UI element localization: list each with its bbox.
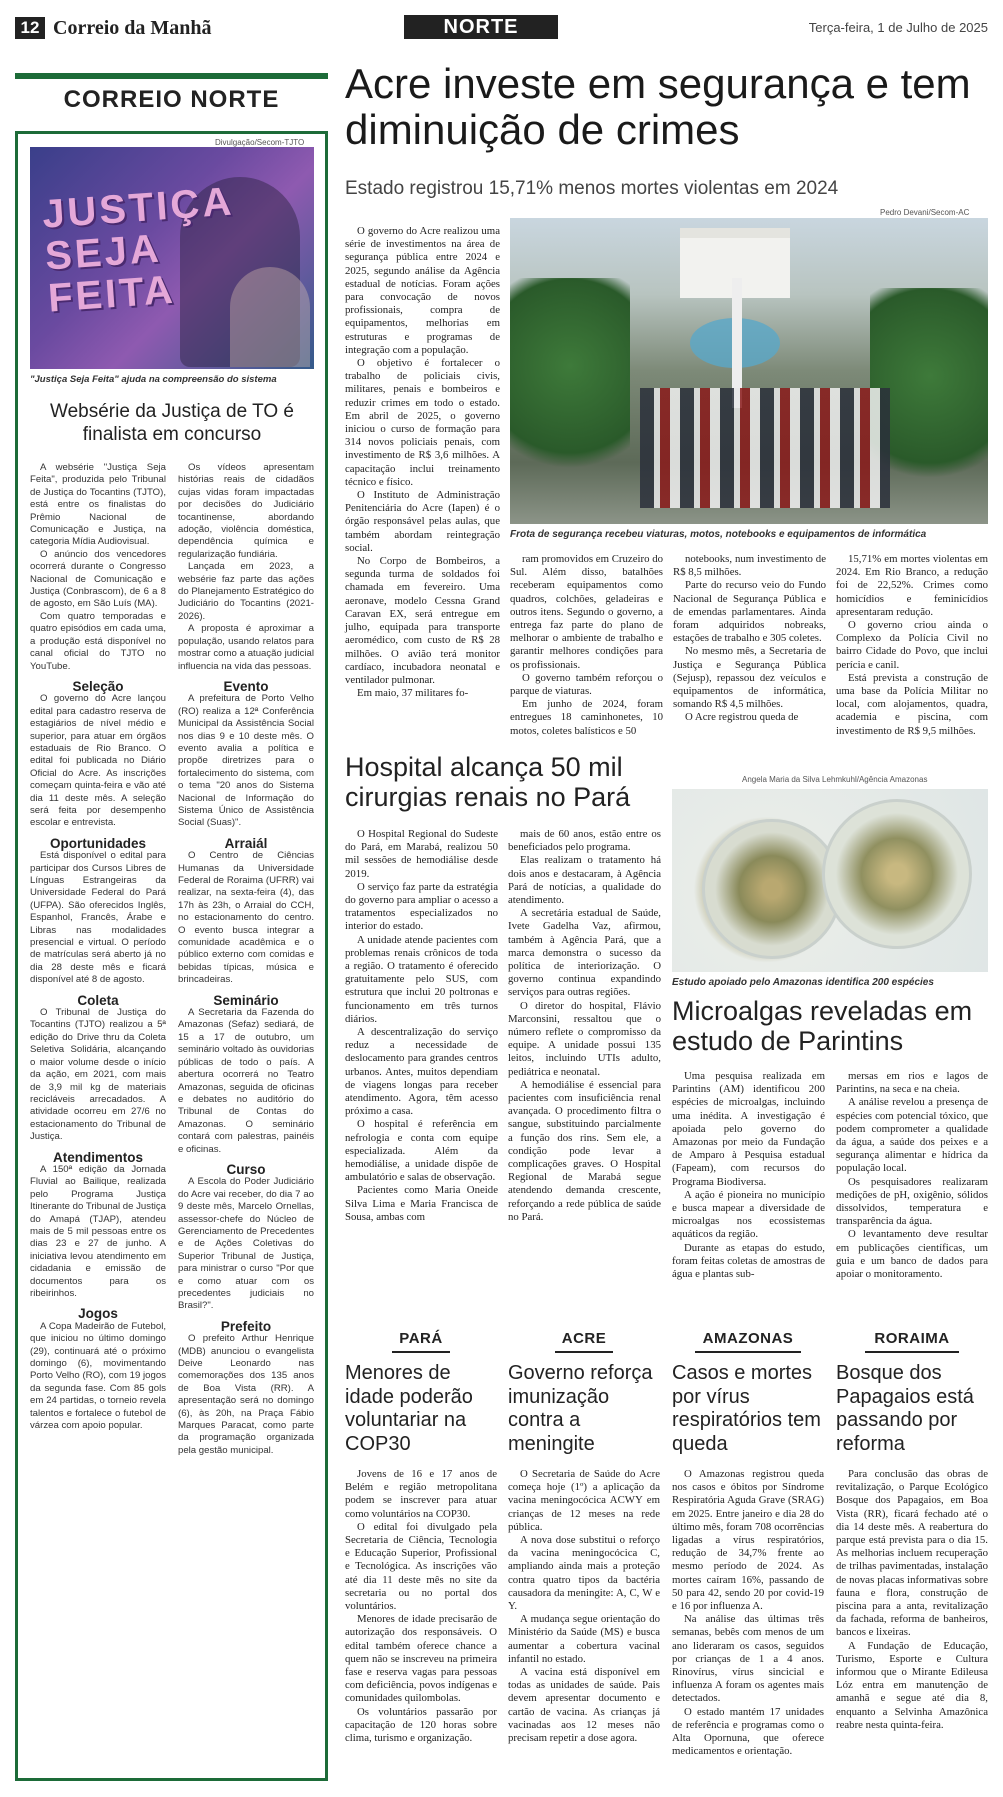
article-paragraph: Elas realizam o tratamento há dois anos e destacaram, à Agência Pará de notícias, a qualidade do atendimento.: [508, 854, 661, 907]
article-paragraph: O objetivo é fortalecer o trabalho de policiais civis, militares, penais e bombeiros e reduzir crimes em todo o estado. Em abril de 2025, o governo iniciou o curso de formação para 314 novos policiais penais, com investimento de R$ 3,6 milhões. A capacitação inclui treinamento técnico e físico.: [345, 357, 500, 488]
brief-region-tag: RORAIMA: [874, 1330, 950, 1347]
photo-cell: [822, 799, 972, 949]
brief-headline: Bosque dos Papagaios está passando por reforma: [836, 1362, 974, 1455]
article-paragraph: notebooks, num investimento de R$ 8,5 milhões.: [673, 553, 826, 579]
hospital-headline: Hospital alcança 50 mil cirurgias renais no Pará: [345, 752, 631, 812]
brief-tag-underline: [392, 1351, 450, 1353]
photo-palms: [510, 278, 630, 498]
sidebar-paragraph: Os vídeos apresentam histórias reais de cidadãos cujas vidas foram impactadas por decisões do Judiciário tocantinense, abordando adoção, violência doméstica, dependência química e regularização fundiária.: [178, 462, 314, 560]
sidebar-paragraph: A Secretaria da Fazenda do Amazonas (Sefaz) sediará, de 15 a 17 de outubro, um seminário voltado às ouvidorias públicas de todo o país. A abertura ocorrerá no Teatro Amazonas, seguida de oficinas e debates no auditório do Tribunal de Contas do Amazonas. O seminário contará com palestras, painéis e oficinas.: [178, 1007, 314, 1155]
sidebar-subhead: Coleta: [77, 992, 119, 1008]
main-subheadline: Estado registrou 15,71% menos mortes violentas em 2024: [345, 178, 839, 199]
page-number: 12: [15, 17, 45, 39]
article-paragraph: ram promovidos em Cruzeiro do Sul. Além disso, batalhões receberam equipamentos como quadros, colchões, geladeiras e outros itens. Segundo o governo, a entrega faz parte do plano de melhorar o ambiente de trabalho e garantir melhores condições para os profissionais.: [510, 553, 663, 671]
photo-vehicles: [640, 388, 890, 508]
sidebar-subhead: Prefeito: [220, 1318, 272, 1334]
section-label: NORTE: [404, 15, 558, 39]
article-paragraph: Está prevista a construção de uma base da Polícia Militar no local, com alojamentos, quadra, academia e piscina, com investimento de R$ 9,5 milhões.: [836, 671, 988, 737]
brief-body: [345, 1468, 497, 1745]
article-paragraph: A secretária estadual de Saúde, Ivete Gadelha Vaz, afirmou, também à Agência Pará, que a marca demonstra o sucesso da política de interiorização. O governo continua expandindo serviços para outras regiões.: [508, 907, 661, 999]
article-paragraph: A análise revelou a presença de espécies com potencial tóxico, que podem comprometer a qualidade da água, a saúde dos peixes e a segurança alimentar e hídrica da população local.: [836, 1096, 988, 1175]
sidebar-title: CORREIO NORTE: [63, 86, 280, 113]
sidebar-paragraph: A proposta é aproximar a população, usando relatos para mostrar como a atuação judicial influencia na vida das pessoas.: [178, 623, 314, 672]
sidebar-headline: Websérie da Justiça de TO é finalista em concurso: [50, 401, 294, 445]
article-paragraph: O Acre registrou queda de: [685, 711, 799, 724]
sidebar-paragraph: Lançada em 2023, a websérie faz parte das ações do Planejamento Estratégico do Judiciário do Tocantins (2021-2026).: [178, 561, 314, 622]
hospital-column-2: [508, 828, 661, 1224]
article-paragraph: Pacientes como Maria Oneide Silva Lima e Maria Francisca de Sousa, ambas com: [345, 1184, 498, 1223]
microalgae-photo: [672, 789, 988, 972]
article-paragraph: A ação é pioneira no município e busca mapear a diversidade de microalgas nos ecossistemas aquáticos da região.: [672, 1188, 825, 1241]
brief-region-tag: AMAZONAS: [702, 1330, 794, 1347]
article-paragraph: O hospital é referência em nefrologia e conta com equipe especializada. Além da hemodiálise, a unidade dispõe de ambulatório e salas de observação.: [345, 1118, 498, 1184]
brief-region-tag: ACRE: [561, 1330, 607, 1347]
main-headline: Acre investe em segurança e tem diminuição de crimes: [345, 60, 971, 153]
brief-tag-underline: [865, 1351, 959, 1353]
article-paragraph: A hemodiálise é essencial para pacientes com insuficiência renal avançada. O procedimento filtra o sangue, substituindo parcialmente a função dos rins. Sem ele, a condição pode levar a complicações graves. O Hospital Regional de Marabá segue atendendo demanda crescente, reforçando a rede pública de saúde no Pará.: [508, 1078, 661, 1223]
sidebar-subhead: Evento: [223, 678, 269, 694]
article-paragraph: No mesmo mês, a Secretaria de Justiça e Segurança Pública (Sejusp), repassou dez veículos e equipamentos de informática, somando R$ 4,5 milhões.: [673, 645, 826, 711]
article-paragraph: 15,71% em mortes violentas em 2024. Em Rio Branco, a redução foi de 22,52%. Crimes como homicídios e feminicídios apresentaram redução.: [836, 553, 988, 618]
brief-body: [508, 1468, 660, 1745]
algae-headline: Microalgas reveladas em estudo de Parintins: [672, 996, 973, 1056]
article-paragraph: A mudança segue orientação do Ministério da Saúde (MS) e busca aumentar a cobertura vacinal infantil no estado.: [508, 1613, 660, 1665]
article-paragraph: Em junho de 2024, foram entregues 18 caminhonetes, 10 motos, coletes balísticos e 50: [510, 698, 663, 737]
sidebar-paragraph: Está disponível o edital para participar dos Cursos Libres de Línguas Estrangeiras da Universidade Federal do Pará (UFPA). São oferecidos Inglês, Espanhol, Francês, Árabe e Libras nas modalidades presencial e virtual. O período de matrículas será aberto já no dia 28 deste mês e ficará disponível até 8 de agosto.: [30, 850, 166, 986]
article-paragraph: O serviço faz parte da estratégia do governo para ampliar o acesso a tratamentos especializados no interior do estado.: [345, 880, 498, 933]
brief-headline: Casos e mortes por vírus respiratórios tem queda: [672, 1362, 821, 1455]
article-paragraph: O edital foi divulgado pela Secretaria de Ciência, Tecnologia e Educação Superior, Profissional e Tecnológica. As inscrições vão até dia 11 deste mês no site da secretaria ou no portal dos voluntários.: [345, 1520, 497, 1613]
article-paragraph: mais de 60 anos, estão entre os beneficiados pelo programa.: [508, 828, 661, 854]
main-photo-credit: Pedro Devani/Secom-AC: [880, 208, 970, 217]
article-paragraph: O governo também reforçou o parque de viaturas.: [510, 671, 663, 698]
sidebar-column-1: [30, 462, 166, 1432]
websérie-photo: [30, 147, 314, 369]
sidebar-photo-caption: "Justiça Seja Feita" ajuda na compreensão do sistema: [30, 374, 277, 385]
sidebar-paragraph: O anúncio dos vencedores ocorrerá durante o Congresso Nacional de Comunicação e Justiça (Conbrascom), de 6 a 8 de agosto, em São Luís (MA).: [30, 548, 166, 610]
sidebar-subhead: Jogos: [78, 1306, 118, 1322]
article-paragraph: Parte do recurso veio do Fundo Nacional de Segurança Pública e de emendas parlamentares. Ainda foram adquiridos nobreaks, estações de trabalho e 305 coletes.: [673, 579, 826, 645]
article-paragraph: A vacina está disponível em todas as unidades de saúde. Pais devem apresentar documento e cartão de vacina. As crianças já vacinadas aos 12 meses não precisam repetir a dose agora.: [508, 1666, 660, 1745]
sidebar-column-2: [178, 462, 314, 1457]
sidebar-paragraph: A websérie "Justiça Seja Feita", produzida pelo Tribunal de Justiça do Tocantins (TJTO), está entre os finalistas do Prêmio Nacional de Comunicação e Justiça, na categoria Mídia Audiovisual.: [30, 462, 166, 548]
article-paragraph: A Fundação de Educação, Turismo, Esporte e Cultura informou que o Mirante Edileusa Lóz entra em manutenção de amanhã e segue até dia 8, enquanto a Selvinha Amazônica reabre nesta quinta-feira.: [836, 1639, 988, 1731]
algae-photo-caption: Estudo apoiado pelo Amazonas identifica 200 espécies: [672, 977, 934, 988]
sidebar-paragraph: O Tribunal de Justiça do Tocantins (TJTO) realizou a 5ª edição do Drive thru da Coleta Seletiva Solidária, alcançando o maior volume desde o início da ação, em 2021, com mais de 3,9 mil kg de materiais recicláveis arrecadados. A atividade ocorreu em 27/6 no estacionamento do Tribunal de Justiça.: [30, 1007, 166, 1143]
sidebar-photo-credit: Divulgação/Secom-TJTO: [215, 138, 305, 147]
article-paragraph: Para conclusão das obras de revitalização, o Parque Ecológico Bosque dos Papagaios, em Boa Vista (RR), ficará fechado até o dia 14 deste mês. A reabertura do parque está prevista para o dia 15. As melhorias incluem recuperação de trilhas pavimentadas, instalação de novas placas informativas sobre fauna e flora, construção de piscina para a anta, revitalização da fachada, reforma de banheiros, bancos e lixeiras.: [836, 1468, 988, 1639]
brief-headline: Governo reforça imunização contra a meningite: [508, 1362, 653, 1455]
sidebar-paragraph: A Escola do Poder Judiciário do Acre vai receber, do dia 7 ao 9 deste mês, Marcelo Ornellas, assessor-chefe do Núcleo de Gerenciamento de Precedentes e de Ações Coletivas do Superior Tribunal de Justiça, para ministrar o curso "Por que e como atuar com os precedentes judiciais no Brasil?".: [178, 1176, 314, 1312]
article-paragraph: Menores de idade precisarão de autorização dos responsáveis. O edital também oferece chance a quem não se inscreveu na primeira fase e reserva vagas para pessoas com deficiência, povos indígenas e comunidades quilombolas.: [345, 1613, 497, 1705]
article-paragraph: A nova dose substitui o reforço da vacina meningocócica C, ampliando ainda mais a proteção contra quatro tipos da bactéria causadora da meningite: A, C, W e Y.: [508, 1534, 660, 1613]
article-paragraph: O Amazonas registrou queda nos casos e óbitos por Síndrome Respiratória Aguda Grave (SRAG) em 2025. Entre janeiro e dia 28 do último mês, foram 708 ocorrências ligadas a vírus respiratórios, redução de 34,7% frente ao mesmo período de 2024. As mortes caíram 16%, passando de 50 para 42, sendo 20 por covid-19 e 16 por influenza A.: [672, 1468, 824, 1613]
article-paragraph: Jovens de 16 e 17 anos de Belém e região metropolitana podem se inscrever para atuar como voluntários na COP30.: [345, 1468, 497, 1520]
article-paragraph: O diretor do hospital, Flávio Marconsini, ressaltou que o número reflete o compromisso da equipe. A unidade possui 135 leitos, incluindo UTIs adulto, pediátrica e neonatal.: [508, 999, 661, 1078]
article-paragraph: A descentralização do serviço reduz a necessidade de deslocamento para grandes centros urbanos. Antes, muitos dependiam de viagens longas para receber atendimento. Agora, têm acesso próximo a casa.: [345, 1026, 498, 1118]
hospital-column-1: [345, 828, 498, 1224]
sidebar-paragraph: Com quatro temporadas e quatro episódios em cada uma, a produção está disponível no canal oficial do TJTO no YouTube.: [30, 610, 166, 672]
sidebar-subhead: Atendimentos: [52, 1149, 143, 1165]
sidebar-paragraph: A 150ª edição da Jornada Fluvial ao Bailique, realizada pelo Programa Justiça Itinerante do Tribunal de Justiça do Amapá (TJAP), atendeu mais de 5 mil pessoas entre os dias 23 e 27 de junho. A iniciativa levou atendimento em cidadania e emissão de documentos para os ribeirinhos.: [30, 1163, 166, 1299]
main-column-4: [836, 553, 988, 738]
article-paragraph: O Secretaria de Saúde do Acre começa hoje (1º) a aplicação da vacina meningocócica ACWY em crianças de 12 meses na rede pública.: [508, 1468, 660, 1533]
sidebar-paragraph: A prefeitura de Porto Velho (RO) realiza a 12ª Conferência Municipal da Assistência Social nos dias 9 e 10 deste mês. O evento avalia a política e propõe diretrizes para o fortalecimento do sistema, com o tema "20 anos do Sistema Nacional de Informação do Sistema Único de Assistência Social (Suas)".: [178, 693, 314, 829]
sidebar-subhead: Seminário: [213, 992, 279, 1008]
main-column-1: [345, 225, 500, 700]
main-column-3: [673, 553, 826, 725]
article-paragraph: O Hospital Regional do Sudeste do Pará, em Marabá, realizou 50 mil sessões de hemodiálise desde 2019.: [345, 828, 498, 880]
photo-cell: [702, 819, 842, 959]
security-fleet-photo: [510, 218, 988, 524]
sidebar-subhead: Seleção: [72, 678, 124, 694]
sidebar-paragraph: O prefeito Arthur Henrique (MDB) anunciou o evangelista Deive Leonardo nas comemorações dos 135 anos de Boa Vista (RR). A apresentação será no domingo (6), às 20h, na Praça Fábio Marques Paracat, como parte da programação organizada pela gestão municipal.: [178, 1333, 314, 1456]
article-paragraph: Em maio, 37 militares fo-: [357, 687, 469, 700]
algae-column-1: [672, 1070, 825, 1281]
article-paragraph: O governo do Acre realizou uma série de investimentos na área de segurança pública entre 2024 e 2025, segundo análise da Agência estadual de notícias. Foram ações para convocação de novos profissionais, compra de equipamentos, melhorias em estruturas e programas de integração com a população.: [345, 225, 500, 356]
brief-tag-underline: [695, 1351, 801, 1353]
sidebar-top-rule: [15, 73, 328, 79]
article-paragraph: O levantamento deve resultar em publicações científicas, um guia e um banco de dados para apoiar o monitoramento.: [836, 1228, 988, 1281]
photo-overlay-text: JUSTIÇA SEJA FEITA: [40, 179, 236, 321]
article-paragraph: mersas em rios e lagos de Parintins, na seca e na cheia.: [836, 1070, 988, 1096]
brief-region-tag: PARÁ: [399, 1330, 443, 1347]
sidebar-subhead: Curso: [226, 1161, 266, 1177]
algae-column-2: [836, 1070, 988, 1281]
brief-tag-underline: [555, 1351, 613, 1353]
sidebar-subhead: Oportunidades: [49, 835, 146, 851]
article-paragraph: No Corpo de Bombeiros, a segunda turma de soldados foi chamada em fevereiro. Uma aeronave, modelo Cessna Grand Caravan EX, será entregue em julho, equipada para transporte aeromédico, com custo de R$ 28 milhões. O avião terá monitor cardíaco, incubadora neonatal e ventilador pulmonar.: [345, 555, 500, 686]
article-paragraph: Na análise das últimas três semanas, bebês com menos de um ano lideraram os casos, seguidos por crianças de 1 a 4 anos. Rinovírus, vírus sincicial e influenza A foram os agentes mais detectados.: [672, 1613, 824, 1705]
sidebar-subhead: Arraiál: [224, 835, 268, 851]
page-header: [15, 15, 988, 40]
sidebar-paragraph: O Centro de Ciências Humanas da Universidade Federal de Roraima (UFRR) vai realizar, na sexta-feira (4), das 17h às 23h, o Arraial do CCH, no estacionamento do centro. O evento busca integrar a comunidade acadêmica e o público externo com comidas e bebidas típicas, música e brincadeiras.: [178, 850, 314, 986]
issue-date: Terça-feira, 1 de Julho de 2025: [808, 20, 988, 35]
algae-photo-credit: Angela Maria da Silva Lehmkuhl/Agência Amazonas: [742, 775, 928, 784]
article-paragraph: Durante as etapas do estudo, foram feitas coletas de amostras de água e plantas sub-: [672, 1241, 825, 1281]
article-paragraph: O estado mantém 17 unidades de referência e programas como o Alta Opornuna, que oferece medicamentos e orientação.: [672, 1705, 824, 1758]
photo-figure: [230, 267, 310, 367]
article-paragraph: O Instituto de Administração Penitenciária do Acre (Iapen) é o órgão responsável pelas aulas, que também abordam reintegração social.: [345, 489, 500, 554]
main-photo-caption: Frota de segurança recebeu viaturas, motos, notebooks e equipamentos de informática: [510, 529, 927, 540]
article-paragraph: A unidade atende pacientes com problemas renais crônicos de toda a região. O tratamento é oferecido gratuitamente pelo SUS, com estrutura que inclui 20 poltronas e funcionamento em três turnos diários.: [345, 933, 498, 1025]
brief-headline: Menores de idade poderão voluntariar na COP30: [345, 1362, 473, 1455]
article-paragraph: Os voluntários passarão por capacitação de 120 horas sobre clima, turismo e organização.: [345, 1705, 497, 1745]
brief-body: [672, 1468, 824, 1758]
article-paragraph: O governo criou ainda o Complexo da Polícia Civil no bairro Cidade do Povo, que inclui perícia e canil.: [836, 619, 988, 671]
sidebar-paragraph: O governo do Acre lançou edital para cadastro reserva de estagiários de nível médio e superior, para atuar em órgãos estaduais de Rio Branco. O edital foi publicada no Diário Oficial do Acre. As inscrições começam quinta-feira e vão até dia 11 deste mês. A seleção será feita por desempenho escolar e entrevista.: [30, 693, 166, 829]
article-paragraph: Uma pesquisa realizada em Parintins (AM) identificou 200 espécies de microalgas, incluindo uma inédita. A investigação é apoiada pelo governo do Amazonas por meio da Fundação de Amparo à Pesquisa estadual (Fapeam), com recursos do Programa Biodiversa.: [672, 1070, 825, 1188]
sidebar-paragraph: A Copa Madeirão de Futebol, que iniciou no último domingo (29), continuará até o próximo domingo (6), movimentando Porto Velho (RO), com 19 jogos da segunda fase. Com 85 gols em 24 partidas, o torneio revela talentos e fortalece o futebol de várzea com apoio popular.: [30, 1320, 166, 1432]
newspaper-brand: Correio da Manhã: [53, 17, 212, 39]
brief-body: [836, 1468, 988, 1732]
main-column-2: [510, 553, 663, 738]
article-paragraph: Os pesquisadores realizaram medições de pH, oxigênio, sólidos dissolvidos, temperatura e transparência da água.: [836, 1175, 988, 1228]
